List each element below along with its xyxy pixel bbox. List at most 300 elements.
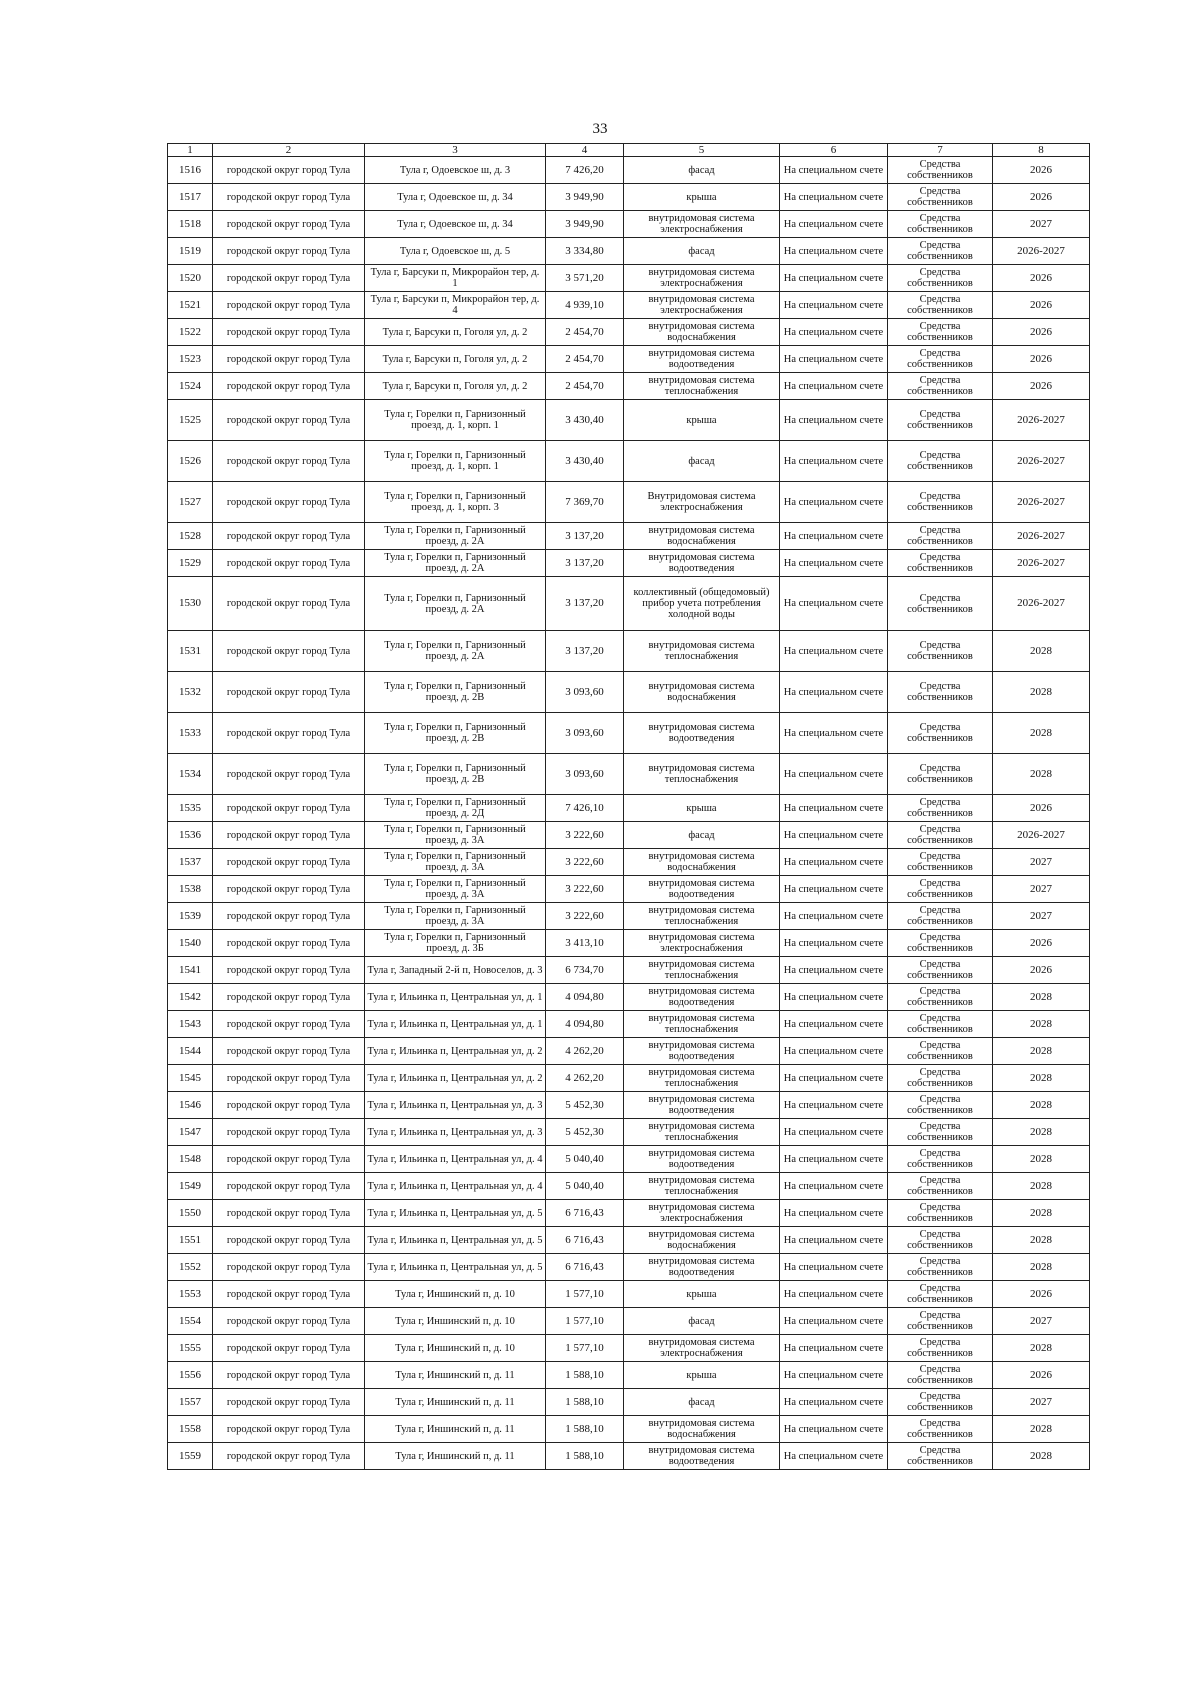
cell-address: Тула г, Ильинка п, Центральная ул, д. 5 bbox=[365, 1200, 546, 1227]
table-row bbox=[168, 903, 1090, 930]
cell-fund-method: На специальном счете bbox=[780, 1227, 888, 1254]
cell-work-type: внутридомовая система электроснабжения bbox=[624, 930, 780, 957]
table-row bbox=[168, 1389, 1090, 1416]
cell-period: 2026 bbox=[993, 1362, 1090, 1389]
cell-fund-method: На специальном счете bbox=[780, 550, 888, 577]
cell-funding-source: Средства собственников bbox=[888, 1254, 993, 1281]
column-header-7: 7 bbox=[888, 144, 993, 157]
cell-fund-method: На специальном счете bbox=[780, 1092, 888, 1119]
cell-work-type: внутридомовая система водоснабжения bbox=[624, 849, 780, 876]
cell-municipality: городской округ город Тула bbox=[213, 903, 365, 930]
cell-funding-source: Средства собственников bbox=[888, 319, 993, 346]
cell-address: Тула г, Одоевское ш, д. 5 bbox=[365, 238, 546, 265]
cell-row-number: 1555 bbox=[168, 1335, 213, 1362]
cell-address: Тула г, Барсуки п, Гоголя ул, д. 2 bbox=[365, 346, 546, 373]
cell-area: 7 369,70 bbox=[546, 482, 624, 523]
cell-address: Тула г, Горелки п, Гарнизонный проезд, д. 3А bbox=[365, 903, 546, 930]
cell-municipality: городской округ город Тула bbox=[213, 876, 365, 903]
cell-fund-method: На специальном счете bbox=[780, 1146, 888, 1173]
cell-period: 2028 bbox=[993, 1146, 1090, 1173]
cell-work-type: внутридомовая система водоотведения bbox=[624, 1092, 780, 1119]
cell-funding-source: Средства собственников bbox=[888, 550, 993, 577]
cell-funding-source: Средства собственников bbox=[888, 1173, 993, 1200]
cell-address: Тула г, Одоевское ш, д. 34 bbox=[365, 211, 546, 238]
cell-row-number: 1524 bbox=[168, 373, 213, 400]
cell-fund-method: На специальном счете bbox=[780, 184, 888, 211]
cell-period: 2026-2027 bbox=[993, 550, 1090, 577]
cell-work-type: внутридомовая система водоснабжения bbox=[624, 1416, 780, 1443]
cell-fund-method: На специальном счете bbox=[780, 523, 888, 550]
cell-area: 1 588,10 bbox=[546, 1443, 624, 1470]
cell-funding-source: Средства собственников bbox=[888, 441, 993, 482]
cell-period: 2027 bbox=[993, 903, 1090, 930]
cell-municipality: городской округ город Тула bbox=[213, 1281, 365, 1308]
cell-row-number: 1544 bbox=[168, 1038, 213, 1065]
column-header-3: 3 bbox=[365, 144, 546, 157]
table-row bbox=[168, 400, 1090, 441]
cell-municipality: городской округ город Тула bbox=[213, 1038, 365, 1065]
table-row bbox=[168, 930, 1090, 957]
cell-municipality: городской округ город Тула bbox=[213, 930, 365, 957]
cell-address: Тула г, Ильинка п, Центральная ул, д. 3 bbox=[365, 1092, 546, 1119]
cell-row-number: 1546 bbox=[168, 1092, 213, 1119]
cell-funding-source: Средства собственников bbox=[888, 184, 993, 211]
cell-municipality: городской округ город Тула bbox=[213, 1092, 365, 1119]
cell-fund-method: На специальном счете bbox=[780, 1335, 888, 1362]
cell-work-type: фасад bbox=[624, 157, 780, 184]
cell-work-type: внутридомовая система теплоснабжения bbox=[624, 1065, 780, 1092]
cell-area: 1 577,10 bbox=[546, 1281, 624, 1308]
table-row bbox=[168, 1227, 1090, 1254]
cell-funding-source: Средства собственников bbox=[888, 1335, 993, 1362]
cell-area: 5 452,30 bbox=[546, 1092, 624, 1119]
cell-work-type: фасад bbox=[624, 441, 780, 482]
cell-work-type: крыша bbox=[624, 1362, 780, 1389]
cell-period: 2028 bbox=[993, 631, 1090, 672]
cell-area: 5 452,30 bbox=[546, 1119, 624, 1146]
cell-period: 2027 bbox=[993, 1389, 1090, 1416]
cell-work-type: фасад bbox=[624, 822, 780, 849]
cell-period: 2028 bbox=[993, 1065, 1090, 1092]
cell-fund-method: На специальном счете bbox=[780, 400, 888, 441]
cell-work-type: внутридомовая система теплоснабжения bbox=[624, 373, 780, 400]
cell-period: 2028 bbox=[993, 1227, 1090, 1254]
cell-municipality: городской округ город Тула bbox=[213, 1227, 365, 1254]
cell-work-type: внутридомовая система электроснабжения bbox=[624, 292, 780, 319]
table-row bbox=[168, 238, 1090, 265]
cell-row-number: 1556 bbox=[168, 1362, 213, 1389]
cell-fund-method: На специальном счете bbox=[780, 849, 888, 876]
cell-area: 1 588,10 bbox=[546, 1362, 624, 1389]
table-row bbox=[168, 184, 1090, 211]
cell-work-type: внутридомовая система теплоснабжения bbox=[624, 1011, 780, 1038]
cell-area: 3 222,60 bbox=[546, 876, 624, 903]
cell-work-type: внутридомовая система теплоснабжения bbox=[624, 1173, 780, 1200]
cell-period: 2028 bbox=[993, 1173, 1090, 1200]
cell-address: Тула г, Горелки п, Гарнизонный проезд, д. 1, корп. 1 bbox=[365, 400, 546, 441]
cell-area: 3 137,20 bbox=[546, 631, 624, 672]
cell-municipality: городской округ город Тула bbox=[213, 482, 365, 523]
table-row bbox=[168, 157, 1090, 184]
cell-address: Тула г, Барсуки п, Микрорайон тер, д. 4 bbox=[365, 292, 546, 319]
cell-work-type: внутридомовая система водоотведения bbox=[624, 1443, 780, 1470]
cell-area: 3 093,60 bbox=[546, 713, 624, 754]
cell-period: 2026 bbox=[993, 265, 1090, 292]
table-row bbox=[168, 482, 1090, 523]
cell-municipality: городской округ город Тула bbox=[213, 984, 365, 1011]
cell-row-number: 1523 bbox=[168, 346, 213, 373]
cell-address: Тула г, Ильинка п, Центральная ул, д. 2 bbox=[365, 1038, 546, 1065]
cell-area: 7 426,10 bbox=[546, 795, 624, 822]
cell-funding-source: Средства собственников bbox=[888, 1416, 993, 1443]
cell-funding-source: Средства собственников bbox=[888, 1362, 993, 1389]
cell-address: Тула г, Горелки п, Гарнизонный проезд, д. 2А bbox=[365, 577, 546, 631]
table-row bbox=[168, 1308, 1090, 1335]
cell-address: Тула г, Горелки п, Гарнизонный проезд, д. 3А bbox=[365, 822, 546, 849]
cell-area: 5 040,40 bbox=[546, 1146, 624, 1173]
cell-work-type: внутридомовая система электроснабжения bbox=[624, 211, 780, 238]
cell-area: 4 262,20 bbox=[546, 1065, 624, 1092]
cell-address: Тула г, Горелки п, Гарнизонный проезд, д. 2Д bbox=[365, 795, 546, 822]
table-row bbox=[168, 211, 1090, 238]
cell-fund-method: На специальном счете bbox=[780, 1011, 888, 1038]
cell-row-number: 1518 bbox=[168, 211, 213, 238]
cell-funding-source: Средства собственников bbox=[888, 876, 993, 903]
cell-funding-source: Средства собственников bbox=[888, 1011, 993, 1038]
cell-funding-source: Средства собственников bbox=[888, 754, 993, 795]
cell-period: 2026 bbox=[993, 795, 1090, 822]
cell-address: Тула г, Ильинка п, Центральная ул, д. 4 bbox=[365, 1173, 546, 1200]
table-row bbox=[168, 1335, 1090, 1362]
cell-funding-source: Средства собственников bbox=[888, 577, 993, 631]
cell-funding-source: Средства собственников bbox=[888, 1227, 993, 1254]
cell-period: 2026 bbox=[993, 930, 1090, 957]
cell-address: Тула г, Ильинка п, Центральная ул, д. 1 bbox=[365, 984, 546, 1011]
cell-work-type: фасад bbox=[624, 1389, 780, 1416]
cell-fund-method: На специальном счете bbox=[780, 822, 888, 849]
cell-fund-method: На специальном счете bbox=[780, 319, 888, 346]
cell-period: 2028 bbox=[993, 713, 1090, 754]
cell-work-type: коллективный (общедомовый) прибор учета потребления холодной воды bbox=[624, 577, 780, 631]
cell-address: Тула г, Ильинка п, Центральная ул, д. 1 bbox=[365, 1011, 546, 1038]
column-header-4: 4 bbox=[546, 144, 624, 157]
cell-work-type: внутридомовая система водоснабжения bbox=[624, 319, 780, 346]
cell-funding-source: Средства собственников bbox=[888, 1119, 993, 1146]
cell-fund-method: На специальном счете bbox=[780, 713, 888, 754]
cell-fund-method: На специальном счете bbox=[780, 1254, 888, 1281]
table-row bbox=[168, 1038, 1090, 1065]
cell-period: 2026 bbox=[993, 346, 1090, 373]
cell-municipality: городской округ город Тула bbox=[213, 1200, 365, 1227]
cell-period: 2026 bbox=[993, 157, 1090, 184]
cell-row-number: 1529 bbox=[168, 550, 213, 577]
cell-row-number: 1554 bbox=[168, 1308, 213, 1335]
cell-period: 2026 bbox=[993, 319, 1090, 346]
cell-area: 1 577,10 bbox=[546, 1308, 624, 1335]
cell-row-number: 1521 bbox=[168, 292, 213, 319]
cell-municipality: городской округ город Тула bbox=[213, 523, 365, 550]
cell-area: 6 716,43 bbox=[546, 1227, 624, 1254]
cell-funding-source: Средства собственников bbox=[888, 1308, 993, 1335]
cell-fund-method: На специальном счете bbox=[780, 1200, 888, 1227]
cell-row-number: 1531 bbox=[168, 631, 213, 672]
cell-fund-method: На специальном счете bbox=[780, 1308, 888, 1335]
cell-funding-source: Средства собственников bbox=[888, 373, 993, 400]
cell-row-number: 1558 bbox=[168, 1416, 213, 1443]
cell-fund-method: На специальном счете bbox=[780, 292, 888, 319]
cell-funding-source: Средства собственников bbox=[888, 957, 993, 984]
cell-row-number: 1525 bbox=[168, 400, 213, 441]
cell-row-number: 1550 bbox=[168, 1200, 213, 1227]
cell-funding-source: Средства собственников bbox=[888, 1281, 993, 1308]
cell-funding-source: Средства собственников bbox=[888, 400, 993, 441]
cell-funding-source: Средства собственников bbox=[888, 930, 993, 957]
table-row bbox=[168, 1443, 1090, 1470]
cell-period: 2026 bbox=[993, 957, 1090, 984]
table-row bbox=[168, 373, 1090, 400]
cell-funding-source: Средства собственников bbox=[888, 1146, 993, 1173]
table-row bbox=[168, 1173, 1090, 1200]
cell-work-type: внутридомовая система водоотведения bbox=[624, 713, 780, 754]
cell-row-number: 1522 bbox=[168, 319, 213, 346]
cell-area: 4 939,10 bbox=[546, 292, 624, 319]
table-row bbox=[168, 346, 1090, 373]
cell-work-type: внутридомовая система водоотведения bbox=[624, 1254, 780, 1281]
cell-row-number: 1549 bbox=[168, 1173, 213, 1200]
cell-fund-method: На специальном счете bbox=[780, 1416, 888, 1443]
cell-period: 2026-2027 bbox=[993, 400, 1090, 441]
cell-address: Тула г, Горелки п, Гарнизонный проезд, д. 2В bbox=[365, 754, 546, 795]
cell-area: 4 094,80 bbox=[546, 984, 624, 1011]
cell-municipality: городской округ город Тула bbox=[213, 1173, 365, 1200]
cell-work-type: внутридомовая система электроснабжения bbox=[624, 1200, 780, 1227]
cell-period: 2028 bbox=[993, 1119, 1090, 1146]
cell-period: 2028 bbox=[993, 984, 1090, 1011]
cell-row-number: 1540 bbox=[168, 930, 213, 957]
cell-address: Тула г, Одоевское ш, д. 34 bbox=[365, 184, 546, 211]
cell-funding-source: Средства собственников bbox=[888, 1092, 993, 1119]
cell-row-number: 1532 bbox=[168, 672, 213, 713]
cell-funding-source: Средства собственников bbox=[888, 292, 993, 319]
cell-funding-source: Средства собственников bbox=[888, 672, 993, 713]
cell-funding-source: Средства собственников bbox=[888, 482, 993, 523]
cell-fund-method: На специальном счете bbox=[780, 1119, 888, 1146]
cell-period: 2028 bbox=[993, 672, 1090, 713]
cell-area: 3 222,60 bbox=[546, 822, 624, 849]
cell-row-number: 1536 bbox=[168, 822, 213, 849]
cell-area: 2 454,70 bbox=[546, 346, 624, 373]
cell-work-type: крыша bbox=[624, 184, 780, 211]
cell-fund-method: На специальном счете bbox=[780, 441, 888, 482]
cell-address: Тула г, Горелки п, Гарнизонный проезд, д. 3А bbox=[365, 876, 546, 903]
table-row bbox=[168, 265, 1090, 292]
cell-work-type: внутридомовая система теплоснабжения bbox=[624, 754, 780, 795]
table-row bbox=[168, 1200, 1090, 1227]
cell-fund-method: На специальном счете bbox=[780, 1038, 888, 1065]
cell-municipality: городской округ город Тула bbox=[213, 1416, 365, 1443]
cell-period: 2028 bbox=[993, 754, 1090, 795]
cell-row-number: 1519 bbox=[168, 238, 213, 265]
table-row bbox=[168, 1146, 1090, 1173]
cell-work-type: внутридомовая система электроснабжения bbox=[624, 265, 780, 292]
cell-period: 2028 bbox=[993, 1335, 1090, 1362]
cell-row-number: 1542 bbox=[168, 984, 213, 1011]
cell-work-type: внутридомовая система электроснабжения bbox=[624, 1335, 780, 1362]
cell-funding-source: Средства собственников bbox=[888, 903, 993, 930]
cell-area: 3 949,90 bbox=[546, 211, 624, 238]
cell-fund-method: На специальном счете bbox=[780, 482, 888, 523]
cell-address: Тула г, Западный 2-й п, Новоселов, д. 3 bbox=[365, 957, 546, 984]
cell-area: 6 734,70 bbox=[546, 957, 624, 984]
cell-period: 2028 bbox=[993, 1443, 1090, 1470]
cell-municipality: городской округ город Тула bbox=[213, 849, 365, 876]
cell-municipality: городской округ город Тула bbox=[213, 1254, 365, 1281]
cell-row-number: 1551 bbox=[168, 1227, 213, 1254]
cell-address: Тула г, Барсуки п, Микрорайон тер, д. 1 bbox=[365, 265, 546, 292]
cell-area: 3 093,60 bbox=[546, 672, 624, 713]
table-row bbox=[168, 713, 1090, 754]
table-row bbox=[168, 1281, 1090, 1308]
cell-period: 2027 bbox=[993, 1308, 1090, 1335]
table-row bbox=[168, 876, 1090, 903]
cell-fund-method: На специальном счете bbox=[780, 930, 888, 957]
cell-municipality: городской округ город Тула bbox=[213, 550, 365, 577]
column-header-5: 5 bbox=[624, 144, 780, 157]
cell-funding-source: Средства собственников bbox=[888, 984, 993, 1011]
cell-municipality: городской округ город Тула bbox=[213, 441, 365, 482]
cell-municipality: городской округ город Тула bbox=[213, 1146, 365, 1173]
cell-period: 2027 bbox=[993, 211, 1090, 238]
cell-row-number: 1548 bbox=[168, 1146, 213, 1173]
cell-funding-source: Средства собственников bbox=[888, 1065, 993, 1092]
cell-fund-method: На специальном счете bbox=[780, 1065, 888, 1092]
cell-area: 3 334,80 bbox=[546, 238, 624, 265]
cell-row-number: 1543 bbox=[168, 1011, 213, 1038]
cell-address: Тула г, Ильинка п, Центральная ул, д. 5 bbox=[365, 1254, 546, 1281]
cell-fund-method: На специальном счете bbox=[780, 672, 888, 713]
cell-period: 2026-2027 bbox=[993, 482, 1090, 523]
cell-fund-method: На специальном счете bbox=[780, 876, 888, 903]
cell-municipality: городской округ город Тула bbox=[213, 319, 365, 346]
cell-municipality: городской округ город Тула bbox=[213, 957, 365, 984]
cell-address: Тула г, Горелки п, Гарнизонный проезд, д. 1, корп. 1 bbox=[365, 441, 546, 482]
cell-work-type: внутридомовая система водоснабжения bbox=[624, 1227, 780, 1254]
cell-row-number: 1547 bbox=[168, 1119, 213, 1146]
cell-address: Тула г, Горелки п, Гарнизонный проезд, д. 2В bbox=[365, 672, 546, 713]
cell-area: 3 137,20 bbox=[546, 523, 624, 550]
cell-fund-method: На специальном счете bbox=[780, 1281, 888, 1308]
cell-period: 2028 bbox=[993, 1416, 1090, 1443]
cell-work-type: внутридомовая система водоотведения bbox=[624, 1038, 780, 1065]
cell-address: Тула г, Горелки п, Гарнизонный проезд, д. 2А bbox=[365, 550, 546, 577]
cell-area: 3 137,20 bbox=[546, 550, 624, 577]
cell-row-number: 1552 bbox=[168, 1254, 213, 1281]
cell-municipality: городской округ город Тула bbox=[213, 184, 365, 211]
cell-municipality: городской округ город Тула bbox=[213, 211, 365, 238]
cell-row-number: 1528 bbox=[168, 523, 213, 550]
cell-row-number: 1530 bbox=[168, 577, 213, 631]
cell-municipality: городской округ город Тула bbox=[213, 577, 365, 631]
cell-work-type: крыша bbox=[624, 795, 780, 822]
cell-funding-source: Средства собственников bbox=[888, 1038, 993, 1065]
table-row bbox=[168, 795, 1090, 822]
cell-address: Тула г, Ильинка п, Центральная ул, д. 5 bbox=[365, 1227, 546, 1254]
table-row bbox=[168, 984, 1090, 1011]
cell-area: 4 094,80 bbox=[546, 1011, 624, 1038]
cell-area: 3 571,20 bbox=[546, 265, 624, 292]
cell-area: 4 262,20 bbox=[546, 1038, 624, 1065]
table-row bbox=[168, 550, 1090, 577]
cell-period: 2028 bbox=[993, 1038, 1090, 1065]
cell-municipality: городской округ город Тула bbox=[213, 373, 365, 400]
table-row bbox=[168, 957, 1090, 984]
cell-period: 2026 bbox=[993, 373, 1090, 400]
cell-address: Тула г, Иншинский п, д. 10 bbox=[365, 1335, 546, 1362]
page-number: 33 bbox=[592, 121, 608, 137]
cell-work-type: внутридомовая система водоотведения bbox=[624, 550, 780, 577]
cell-period: 2027 bbox=[993, 849, 1090, 876]
table-row bbox=[168, 1011, 1090, 1038]
cell-period: 2026-2027 bbox=[993, 441, 1090, 482]
cell-area: 6 716,43 bbox=[546, 1254, 624, 1281]
cell-funding-source: Средства собственников bbox=[888, 795, 993, 822]
table-row bbox=[168, 631, 1090, 672]
cell-area: 3 413,10 bbox=[546, 930, 624, 957]
cell-municipality: городской округ город Тула bbox=[213, 1389, 365, 1416]
cell-work-type: внутридомовая система водоотведения bbox=[624, 346, 780, 373]
cell-period: 2026-2027 bbox=[993, 577, 1090, 631]
cell-row-number: 1541 bbox=[168, 957, 213, 984]
cell-funding-source: Средства собственников bbox=[888, 713, 993, 754]
cell-row-number: 1527 bbox=[168, 482, 213, 523]
cell-work-type: внутридомовая система водоотведения bbox=[624, 1146, 780, 1173]
cell-municipality: городской округ город Тула bbox=[213, 754, 365, 795]
cell-fund-method: На специальном счете bbox=[780, 1362, 888, 1389]
cell-funding-source: Средства собственников bbox=[888, 346, 993, 373]
cell-row-number: 1534 bbox=[168, 754, 213, 795]
cell-work-type: Внутридомовая система электроснабжения bbox=[624, 482, 780, 523]
cell-municipality: городской округ город Тула bbox=[213, 1119, 365, 1146]
cell-municipality: городской округ город Тула bbox=[213, 346, 365, 373]
table-row bbox=[168, 822, 1090, 849]
cell-work-type: внутридомовая система водоснабжения bbox=[624, 523, 780, 550]
cell-fund-method: На специальном счете bbox=[780, 795, 888, 822]
cell-address: Тула г, Горелки п, Гарнизонный проезд, д. 1, корп. 3 bbox=[365, 482, 546, 523]
cell-area: 3 430,40 bbox=[546, 441, 624, 482]
cell-funding-source: Средства собственников bbox=[888, 211, 993, 238]
cell-funding-source: Средства собственников bbox=[888, 849, 993, 876]
cell-period: 2028 bbox=[993, 1092, 1090, 1119]
cell-area: 6 716,43 bbox=[546, 1200, 624, 1227]
cell-area: 7 426,20 bbox=[546, 157, 624, 184]
cell-work-type: крыша bbox=[624, 400, 780, 441]
cell-municipality: городской округ город Тула bbox=[213, 822, 365, 849]
table-row bbox=[168, 849, 1090, 876]
cell-work-type: фасад bbox=[624, 238, 780, 265]
cell-period: 2028 bbox=[993, 1200, 1090, 1227]
table-row bbox=[168, 1254, 1090, 1281]
cell-period: 2028 bbox=[993, 1011, 1090, 1038]
cell-address: Тула г, Горелки п, Гарнизонный проезд, д. 2А bbox=[365, 523, 546, 550]
cell-area: 3 222,60 bbox=[546, 849, 624, 876]
cell-municipality: городской округ город Тула bbox=[213, 1065, 365, 1092]
cell-area: 1 577,10 bbox=[546, 1335, 624, 1362]
cell-funding-source: Средства собственников bbox=[888, 822, 993, 849]
cell-row-number: 1545 bbox=[168, 1065, 213, 1092]
cell-row-number: 1535 bbox=[168, 795, 213, 822]
cell-municipality: городской округ город Тула bbox=[213, 795, 365, 822]
column-header-1: 1 bbox=[168, 144, 213, 157]
